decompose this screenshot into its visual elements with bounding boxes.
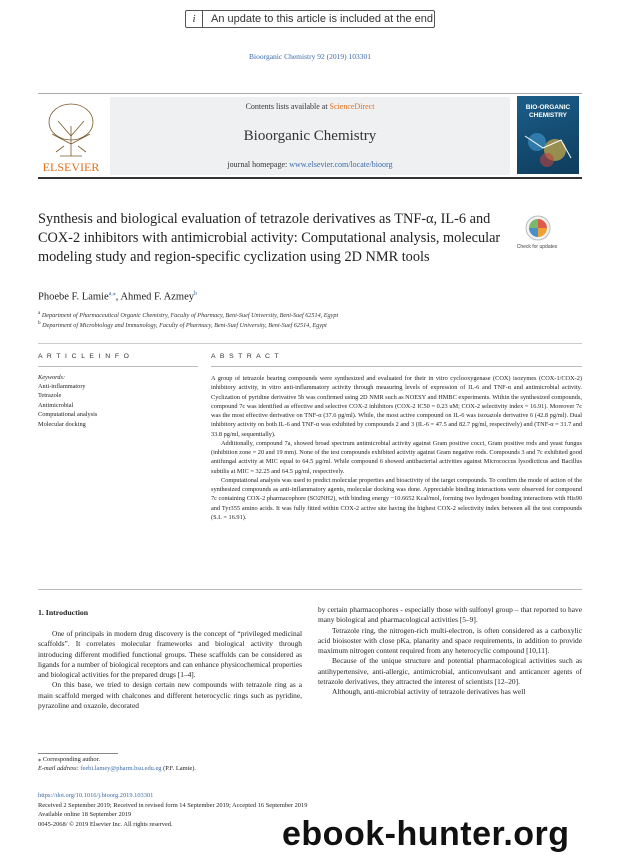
update-banner-text: An update to this article is included at the end [211, 13, 433, 25]
journal-name: Bioorganic Chemistry [243, 128, 377, 144]
divider [38, 589, 582, 590]
update-banner[interactable] [185, 10, 435, 28]
affiliation-text: Department of Microbiology and Immunology, Faculty of Pharmacy, Beni-Suef University, Beni-Suef 62514, Egypt [42, 322, 327, 330]
email-line [38, 764, 338, 773]
abstract-paragraph: A group of tetrazole bearing compounds were synthesized and evaluated for their in vitro cyclooxygenase (COX) isozymes (COX-1/COX-2) inhibitory activity, in vitro anti-inflammatory activity through measuring levels of expression of IL-6 and TNF-α and antimicrobial activity. Cyclization of pyridine derivative 5b was confirmed using 2D NMR such as NOESY and HMBC experiments. Within the synthesized compounds, compound 7c was identified as effective and selective COX-2 inhibitors (COX-2 IC50 = 0.23 uM; COX-2 selectivity index = 16.91). Moreover 7c was the most effective derivative on TNF-α (37.6 pg/ml). While, the most active compound on IL-6 was isoxazole derivative 6 (42.8 pg/ml). Dual inhibitory activity on both IL-6 and TNF-α was exhibited by compounds 2 and 3 (IL-6 = 47.5 and 82.7 pg/ml, respectively) and (TNF-α = 31.7 and 33.8 pg/ml, sequentially). [211, 375, 582, 438]
author-affiliation-marker[interactable]: a,⁎ [108, 291, 116, 297]
affiliation-text: Department of Pharmaceutical Organic Chemistry, Faculty of Pharmacy, Beni-Suef University, Beni-Suef 62514, Egypt [41, 312, 339, 320]
section-heading-introduction: 1. Introduction [38, 608, 89, 617]
email-link[interactable]: feebi.lamey@pharm.bsu.edu.eg [80, 765, 162, 772]
body-paragraph: On this base, we tried to design certain new compounds with tetrazole ring as a main scaffold merged with chalcones and different heterocyclic rings such as pyridine, pyrazoline and oxazole, decorated [38, 680, 302, 711]
contents-prefix: Contents lists available at [245, 102, 330, 111]
abstract-body [211, 374, 582, 522]
footnote [38, 755, 338, 773]
affiliation [38, 310, 578, 319]
affiliation-marker: a [38, 310, 41, 316]
received-dates: Received 2 September 2019; Received in revised form 14 September 2019; Accepted 16 September 2019 [38, 801, 308, 809]
watermark: ebook-hunter.org [282, 815, 570, 853]
keyword: Anti-inflammatory [38, 383, 86, 390]
body-paragraph: Tetrazole ring, the nitrogen-rich multi-electron, is often considered as a carboxylic acid bioisoster with close pKa, planarity and space requirements, in addition to provide maximum nitrogen content required from any heterocyclic compound [10,11]. [318, 625, 582, 656]
abstract-paragraph: Computational analysis was used to predict molecular properties and bioactivity of the target compounds. To confirm the mode of action of the synthesized compounds as anti-inflammatory agents, molecular docking was done. Appreciable binding interactions were observed for compound 7c containing COX-2 pharmacophore (SO2NH2), with binding energy −10.6652 Kcal/mol, forming two hydrogen bonding interactions with His90 and Tyr355 amino acids. It was fully fitted within COX-2 active site having the highest COX-2 selectivity index between all the test compounds (S.I. = 16.91). [211, 476, 582, 521]
author-name[interactable]: Ahmed F. Azmey [120, 291, 194, 303]
body-paragraph: Because of the unique structure and potential pharmacological activities such as antihypertensive, anti-allergic, antimicrobial, anticonvulsant and anticancer agents of tetrazole derivatives, they attracted the interest of scientists [12–20]. [318, 656, 582, 687]
abstract-paragraph: Additionally, compound 7a, showed broad spectrum antimicrobial activity against Gram positive cocci, Gram positive rods and yeast fungus (inhibition zone = 20 and 19 mm). None of the test compounds exhibited activity against Gram negative rods. Compounds 3 and 7c exhibited good antifungal activity at MIC equal to 64.5 µg/ml. While compound 6 showed antibacterial activities against Micrococcus lysodicticus and Bacillus subtilis at MIC = 32.25 and 64.5 µg/ml, respectively. [211, 439, 582, 475]
contents-line [110, 102, 510, 111]
divider [211, 366, 582, 367]
keyword-list [38, 382, 97, 429]
article-info-heading: A R T I C L E I N F O [38, 353, 131, 360]
keywords-label: Keywords: [38, 374, 66, 381]
sciencedirect-link[interactable]: ScienceDirect [329, 102, 375, 111]
body-paragraph: by certain pharmacophores - especially those with sulfonyl group – that reported to have many biological and pharmacological activities [5–9]. [318, 605, 582, 625]
keyword: Molecular docking [38, 420, 86, 428]
journal-citation[interactable]: Bioorganic Chemistry 92 (2019) 103301 [249, 52, 371, 61]
divider [38, 366, 198, 367]
affiliation-marker: b [38, 320, 41, 326]
keyword: Tetrazole [38, 392, 62, 400]
body-paragraph: One of principals in modern drug discovery is the concept of “privileged medicinal scaffolds”. It correlates molecular frameworks and biological activity through introducing different modified functional groups. These scaffolds can be considered as ligands for a number of biological receptors and can enhance physicochemical properties and biological activities for the prepared drugs [1–4]. [38, 629, 302, 680]
check-for-updates-icon[interactable] [519, 214, 557, 244]
divider [38, 93, 582, 94]
email-label: E-mail address: [38, 765, 81, 772]
author-list: Phoebe F. Lamie$^{a,⁎}$, Ahmed F. Azmey$^b$ [38, 291, 197, 303]
copyright: 0045-2068/ © 2019 Elsevier Inc. All rights reserved. [38, 820, 173, 828]
author-name[interactable]: Phoebe F. Lamie [38, 291, 109, 303]
homepage-link[interactable]: www.elsevier.com/locate/bioorg [289, 160, 393, 169]
available-online: Available online 18 September 2019 [38, 811, 132, 819]
keyword: Computational analysis [38, 411, 98, 419]
abstract-heading: A B S T R A C T [211, 353, 280, 360]
doi-link[interactable]: https://doi.org/10.1016/j.bioorg.2019.103301 [38, 792, 154, 799]
affiliation [38, 320, 578, 329]
publisher-wordmark: ELSEVIER [42, 160, 100, 174]
info-icon: i [186, 11, 203, 27]
body-column-left [38, 629, 302, 711]
author-affiliation-marker[interactable]: b [193, 291, 197, 297]
cover-title: BIO-ORGANIC CHEMISTRY [525, 104, 571, 119]
elsevier-logo [38, 96, 104, 174]
divider [38, 177, 582, 179]
homepage-prefix: journal homepage: [227, 160, 290, 169]
body-column-right [318, 605, 582, 698]
article-title: Synthesis and biological evaluation of tetrazole derivatives as TNF-α, IL-6 and COX-2 inhibitors with antimicrobial activity: Computational analysis, molecular modeling study and region-specific cyclization using 2D NMR tools [38, 211, 501, 265]
body-paragraph: Although, anti-microbial activity of tetrazole derivatives has well [332, 687, 526, 697]
check-for-updates-label[interactable]: Check for updates [516, 244, 558, 250]
keyword: Antimicrobial [38, 401, 74, 409]
footnote-divider [38, 753, 118, 754]
email-suffix: (P.F. Lamie). [161, 765, 196, 772]
corresponding-author-note: ⁎ Corresponding author. [38, 756, 100, 763]
journal-homepage [110, 160, 510, 169]
divider [38, 343, 582, 344]
